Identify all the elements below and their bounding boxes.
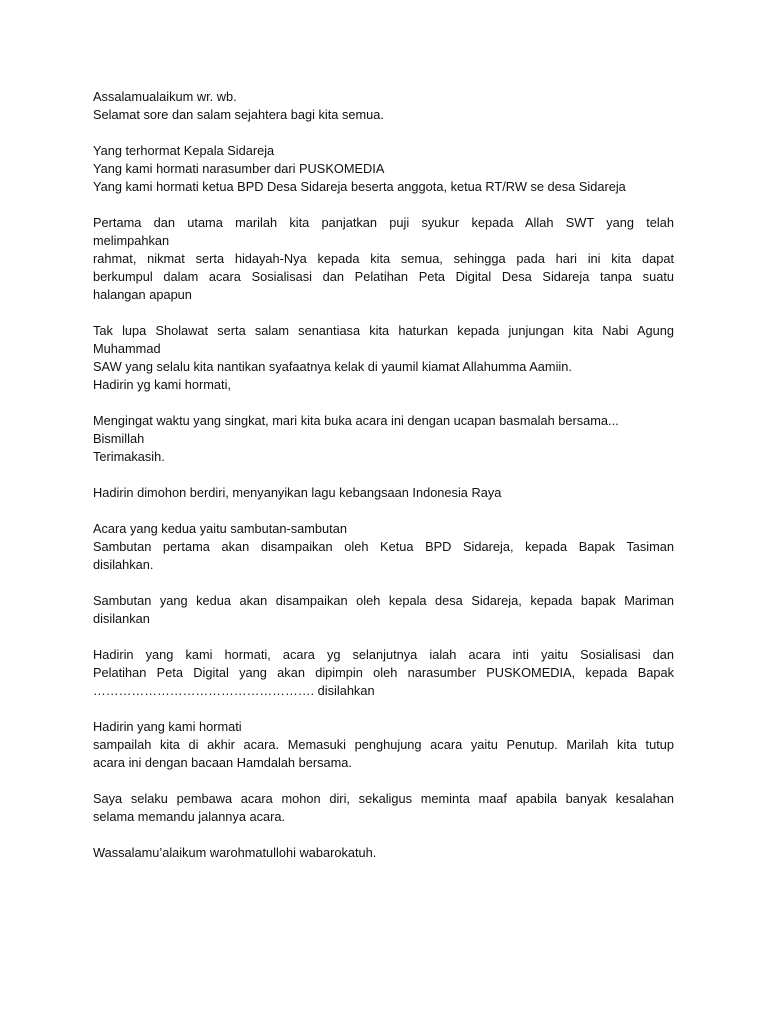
greetings-paragraph [93, 142, 674, 196]
opening-paragraph [93, 88, 674, 124]
greeting-line: Yang kami hormati ketua BPD Desa Sidareja beserta anggota, ketua RT/RW se desa Sidareja [93, 179, 626, 194]
document-page [93, 88, 674, 880]
paragraph-line: Pertama dan utama marilah kita panjatkan puji syukur kepada Allah SWT yang telah [93, 215, 674, 230]
paragraph-line: Sambutan yang kedua akan disampaikan oleh kepala desa Sidareja, kepada bapak Mariman [93, 593, 674, 608]
paragraph-line: selama memandu jalannya acara. [93, 809, 286, 824]
farewell-paragraph [93, 844, 674, 862]
sholawat-paragraph [93, 322, 674, 394]
paragraph-line: Pelatihan Peta Digital yang akan dipimpin oleh narasumber PUSKOMEDIA, kepada Bapak [93, 665, 674, 680]
paragraph-line: Acara yang kedua yaitu sambutan-sambutan [93, 521, 347, 536]
paragraph-line: SAW yang selalu kita nantikan syafaatnya kelak di yaumil kiamat Allahumma Aamiin. [93, 359, 572, 374]
paragraph-line: sampailah kita di akhir acara. Memasuki penghujung acara yaitu Penutup. Marilah kita tutup [93, 737, 674, 752]
paragraph-line: Sambutan pertama akan disampaikan oleh Ketua BPD Sidareja, kepada Bapak Tasiman [93, 539, 674, 554]
paragraph-line: Hadirin yang kami hormati, acara yg selanjutnya ialah acara inti yaitu Sosialisasi dan [93, 647, 674, 662]
paragraph-line: acara ini dengan bacaan Hamdalah bersama. [93, 755, 352, 770]
opening-prayer-paragraph [93, 412, 674, 466]
paragraph-line: halangan apapun [93, 287, 192, 302]
opening-salutation: Assalamualaikum wr. wb. [93, 89, 237, 104]
greeting-line: Yang terhormat Kepala Sidareja [93, 143, 275, 158]
paragraph-line: Mengingat waktu yang singkat, mari kita buka acara ini dengan ucapan basmalah bersama... [93, 413, 619, 428]
paragraph-line: disilankan [93, 611, 150, 626]
paragraph-line: Hadirin yang kami hormati [93, 719, 242, 734]
paragraph-line: Hadirin dimohon berdiri, menyanyikan lagu kebangsaan Indonesia Raya [93, 485, 502, 500]
paragraph-line: Hadirin yg kami hormati, [93, 377, 231, 392]
paragraph-line: ……………………………………………. disilahkan [93, 683, 375, 698]
speech-one-paragraph [93, 520, 674, 574]
paragraph-line: rahmat, nikmat serta hidayah-Nya kepada kita semua, sehingga pada hari ini kita dapat [93, 251, 674, 266]
main-event-paragraph [93, 646, 674, 700]
closing-intro-paragraph [93, 718, 674, 772]
speech-two-paragraph [93, 592, 674, 628]
apology-paragraph [93, 790, 674, 826]
paragraph-line: Muhammad [93, 341, 161, 356]
paragraph-line: Terimakasih. [93, 449, 165, 464]
paragraph-line: Saya selaku pembawa acara mohon diri, sekaligus meminta maaf apabila banyak kesalahan [93, 791, 674, 806]
paragraph-line: Bismillah [93, 431, 145, 446]
paragraph-line: Tak lupa Sholawat serta salam senantiasa kita haturkan kepada junjungan kita Nabi Agung [93, 323, 674, 338]
anthem-paragraph [93, 484, 674, 502]
gratitude-paragraph [93, 214, 674, 304]
paragraph-line: berkumpul dalam acara Sosialisasi dan Pelatihan Peta Digital Desa Sidareja tanpa suatu [93, 269, 674, 284]
paragraph-line: disilahkan. [93, 557, 154, 572]
greeting-line: Yang kami hormati narasumber dari PUSKOMEDIA [93, 161, 385, 176]
paragraph-line: melimpahkan [93, 233, 170, 248]
opening-greeting: Selamat sore dan salam sejahtera bagi kita semua. [93, 107, 384, 122]
closing-salutation: Wassalamu’alaikum warohmatullohi wabarokatuh. [93, 845, 377, 860]
